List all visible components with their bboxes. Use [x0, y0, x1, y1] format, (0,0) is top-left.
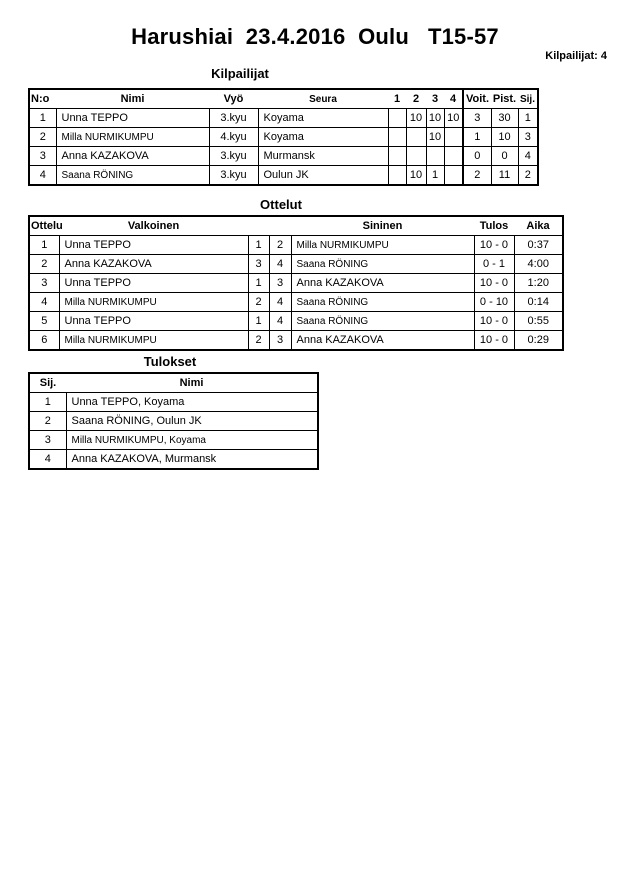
col-header-no: N:o [29, 89, 56, 109]
cell: 4 [269, 293, 291, 312]
cell: 30 [491, 109, 518, 128]
cell: 0 [463, 147, 491, 166]
cell: 0:14 [514, 293, 563, 312]
cell: 1 [29, 236, 59, 255]
kilpailijat-table [28, 88, 539, 186]
cell: Saana RÖNING [291, 293, 474, 312]
cell: 1 [248, 274, 269, 293]
col-header-ottelu: Ottelu [29, 216, 59, 236]
col-header-round-1: 1 [388, 89, 406, 109]
cell: 0:37 [514, 236, 563, 255]
cell: 2 [248, 331, 269, 351]
cell: 3 [463, 109, 491, 128]
cell: 4 [269, 312, 291, 331]
cell: Anna KAZAKOVA [291, 274, 474, 293]
cell: Unna TEPPO, Koyama [66, 393, 318, 412]
col-header-vyo: Vyö [209, 89, 258, 109]
table-row [29, 236, 563, 255]
cell: Koyama [258, 128, 388, 147]
cell [388, 147, 406, 166]
cell: 10 [426, 109, 444, 128]
ottelut-header-row [29, 216, 563, 236]
cell [444, 147, 463, 166]
cell: Milla NURMIKUMPU, Koyama [66, 431, 318, 450]
cell: Oulun JK [258, 166, 388, 186]
cell: 3 [248, 255, 269, 274]
col-header-pist: Pist. [491, 89, 518, 109]
col-header-tulos: Tulos [474, 216, 514, 236]
col-header-aika: Aika [514, 216, 563, 236]
cell [388, 109, 406, 128]
cell: 2 [29, 255, 59, 274]
col-header-voit: Voit. [463, 89, 491, 109]
cell: Saana RÖNING [291, 255, 474, 274]
cell: 1 [248, 236, 269, 255]
cell: 10 - 0 [474, 274, 514, 293]
cell: Saana RÖNING, Oulun JK [66, 412, 318, 431]
cell: 0:29 [514, 331, 563, 351]
cell: 3.kyu [209, 166, 258, 186]
cell: 1 [518, 109, 538, 128]
cell: 10 - 0 [474, 331, 514, 351]
cell: 1:20 [514, 274, 563, 293]
section-heading-tulokset: Tulokset [143, 354, 197, 369]
cell: Unna TEPPO [56, 109, 209, 128]
cell: 2 [518, 166, 538, 186]
cell [388, 128, 406, 147]
cell: 4 [29, 450, 66, 470]
cell: 2 [248, 293, 269, 312]
col-header-seura: Seura [258, 89, 388, 109]
col-header-sij: Sij. [518, 89, 538, 109]
cell: 11 [491, 166, 518, 186]
cell: 0:55 [514, 312, 563, 331]
table-row [29, 109, 538, 128]
cell: 2 [29, 128, 56, 147]
cell: 1 [463, 128, 491, 147]
cell [444, 128, 463, 147]
table-row [29, 412, 318, 431]
cell: 4:00 [514, 255, 563, 274]
cell: 0 - 1 [474, 255, 514, 274]
cell: Koyama [258, 109, 388, 128]
page-title: Harushiai 23.4.2016 Oulu T15-57 [131, 24, 499, 49]
cell: 1 [29, 109, 56, 128]
cell: 3 [269, 274, 291, 293]
col-header-white-number [248, 216, 269, 236]
cell: 2 [463, 166, 491, 186]
cell: Milla NURMIKUMPU [291, 236, 474, 255]
cell: 2 [29, 412, 66, 431]
competitors-count: Kilpailijat: 4 [545, 50, 607, 62]
cell: 3.kyu [209, 109, 258, 128]
cell: 3 [29, 431, 66, 450]
table-row [29, 128, 538, 147]
ottelut-table [28, 215, 564, 351]
cell: 10 - 0 [474, 236, 514, 255]
cell [444, 166, 463, 186]
cell: 2 [269, 236, 291, 255]
cell: 4.kyu [209, 128, 258, 147]
cell: Unna TEPPO [59, 236, 248, 255]
cell: 3 [29, 147, 56, 166]
cell: 1 [29, 393, 66, 412]
tulokset-header-row [29, 373, 318, 393]
cell: Anna KAZAKOVA [56, 147, 209, 166]
table-row [29, 331, 563, 351]
cell: 3 [518, 128, 538, 147]
cell [406, 128, 426, 147]
cell: 10 [406, 109, 426, 128]
col-header-blue-number [269, 216, 291, 236]
cell [426, 147, 444, 166]
col-header-sininen: Sininen [291, 216, 474, 236]
table-row [29, 293, 563, 312]
cell: 10 [426, 128, 444, 147]
cell: Milla NURMIKUMPU [56, 128, 209, 147]
table-row [29, 255, 563, 274]
table-row [29, 450, 318, 470]
cell: 5 [29, 312, 59, 331]
table-row [29, 393, 318, 412]
cell: 10 [444, 109, 463, 128]
cell: 4 [518, 147, 538, 166]
cell: Saana RÖNING [291, 312, 474, 331]
cell: Milla NURMIKUMPU [59, 331, 248, 351]
col-header-valkoinen: Valkoinen [59, 216, 248, 236]
cell: 10 - 0 [474, 312, 514, 331]
cell: Saana RÖNING [56, 166, 209, 186]
cell: Unna TEPPO [59, 312, 248, 331]
cell: 10 [406, 166, 426, 186]
cell: 3 [269, 331, 291, 351]
table-row [29, 274, 563, 293]
table-row [29, 147, 538, 166]
cell: Unna TEPPO [59, 274, 248, 293]
cell: 1 [248, 312, 269, 331]
tulokset-table [28, 372, 319, 470]
cell: Murmansk [258, 147, 388, 166]
cell: 4 [269, 255, 291, 274]
cell: 4 [29, 166, 56, 186]
kilpailijat-header-row [29, 89, 538, 109]
cell: 0 [491, 147, 518, 166]
col-header-nimi: Nimi [66, 373, 318, 393]
table-row [29, 166, 538, 186]
cell: Milla NURMIKUMPU [59, 293, 248, 312]
section-heading-kilpailijat: Kilpailijat [211, 66, 269, 81]
table-row [29, 431, 318, 450]
col-header-round-2: 2 [406, 89, 426, 109]
cell: 10 [491, 128, 518, 147]
cell: 3.kyu [209, 147, 258, 166]
cell: 1 [426, 166, 444, 186]
col-header-round-3: 3 [426, 89, 444, 109]
cell: 4 [29, 293, 59, 312]
table-row [29, 312, 563, 331]
col-header-sij: Sij. [29, 373, 66, 393]
col-header-round-4: 4 [444, 89, 463, 109]
cell: Anna KAZAKOVA, Murmansk [66, 450, 318, 470]
cell: 0 - 10 [474, 293, 514, 312]
cell: Anna KAZAKOVA [59, 255, 248, 274]
section-heading-ottelut: Ottelut [260, 197, 302, 212]
cell [388, 166, 406, 186]
cell [406, 147, 426, 166]
col-header-nimi: Nimi [56, 89, 209, 109]
cell: 3 [29, 274, 59, 293]
cell: Anna KAZAKOVA [291, 331, 474, 351]
cell: 6 [29, 331, 59, 351]
